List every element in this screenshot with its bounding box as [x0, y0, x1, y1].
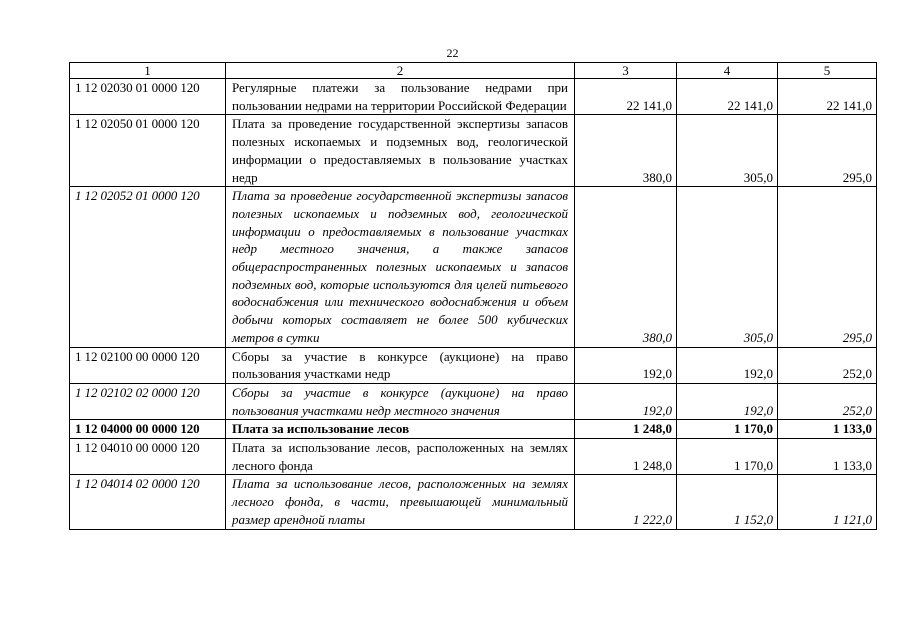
budget-code-cell: 1 12 02030 01 0000 120 — [70, 79, 226, 115]
value-cell-col3: 22 141,0 — [575, 79, 677, 115]
value-cell-col4: 192,0 — [677, 347, 778, 383]
table-header-row — [70, 63, 877, 79]
table-row — [70, 383, 877, 419]
revenue-name-cell: Плата за проведение государственной экспертизы запасов полезных ископаемых и подземных вод, геологической информации о предоставляемых в пользование участках недр местного значения, а также запасов общераспространенных полезных ископаемых и запасов подземных вод, которые используются для целей питьевого водоснабжения или технического водоснабжения и объем добычи которых составляет не более 500 кубических метров в сутки — [226, 187, 575, 347]
value-cell-col3: 192,0 — [575, 383, 677, 419]
column-header-1: 1 — [70, 63, 226, 79]
value-cell-col4: 1 170,0 — [677, 439, 778, 475]
budget-code-cell: 1 12 04000 00 0000 120 — [70, 420, 226, 439]
budget-code-cell: 1 12 04014 02 0000 120 — [70, 475, 226, 529]
table-row — [70, 115, 877, 187]
budget-code-cell: 1 12 02050 01 0000 120 — [70, 115, 226, 187]
table-row — [70, 439, 877, 475]
column-header-3: 3 — [575, 63, 677, 79]
value-cell-col3: 380,0 — [575, 115, 677, 187]
revenue-name-cell: Плата за использование лесов, расположенных на землях лесного фонда — [226, 439, 575, 475]
budget-revenue-table — [69, 62, 877, 530]
revenue-name-cell: Регулярные платежи за пользование недрами при пользовании недрами на территории Российской Федерации — [226, 79, 575, 115]
value-cell-col4: 22 141,0 — [677, 79, 778, 115]
column-header-2: 2 — [226, 63, 575, 79]
value-cell-col4: 1 170,0 — [677, 420, 778, 439]
budget-code-cell: 1 12 04010 00 0000 120 — [70, 439, 226, 475]
revenue-name-cell: Сборы за участие в конкурсе (аукционе) на право пользования участками недр — [226, 347, 575, 383]
value-cell-col5: 295,0 — [778, 187, 877, 347]
budget-code-cell: 1 12 02100 00 0000 120 — [70, 347, 226, 383]
value-cell-col5: 295,0 — [778, 115, 877, 187]
table-row — [70, 475, 877, 529]
value-cell-col4: 305,0 — [677, 187, 778, 347]
value-cell-col3: 192,0 — [575, 347, 677, 383]
value-cell-col3: 1 248,0 — [575, 439, 677, 475]
value-cell-col5: 1 133,0 — [778, 439, 877, 475]
value-cell-col5: 252,0 — [778, 383, 877, 419]
value-cell-col5: 1 121,0 — [778, 475, 877, 529]
budget-code-cell: 1 12 02052 01 0000 120 — [70, 187, 226, 347]
table-row — [70, 420, 877, 439]
table-row — [70, 347, 877, 383]
budget-code-cell: 1 12 02102 02 0000 120 — [70, 383, 226, 419]
table-row — [70, 79, 877, 115]
value-cell-col3: 1 248,0 — [575, 420, 677, 439]
column-header-4: 4 — [677, 63, 778, 79]
value-cell-col3: 380,0 — [575, 187, 677, 347]
value-cell-col3: 1 222,0 — [575, 475, 677, 529]
column-header-5: 5 — [778, 63, 877, 79]
revenue-name-cell: Сборы за участие в конкурсе (аукционе) на право пользования участками недр местного значения — [226, 383, 575, 419]
value-cell-col4: 192,0 — [677, 383, 778, 419]
value-cell-col5: 22 141,0 — [778, 79, 877, 115]
revenue-name-cell: Плата за использование лесов, расположенных на землях лесного фонда, в части, превышающей минимальный размер арендной платы — [226, 475, 575, 529]
revenue-name-cell: Плата за использование лесов — [226, 420, 575, 439]
table-row — [70, 187, 877, 347]
revenue-name-cell: Плата за проведение государственной экспертизы запасов полезных ископаемых и подземных вод, геологической информации о предоставляемых в пользование участках недр — [226, 115, 575, 187]
value-cell-col5: 252,0 — [778, 347, 877, 383]
value-cell-col4: 1 152,0 — [677, 475, 778, 529]
value-cell-col5: 1 133,0 — [778, 420, 877, 439]
value-cell-col4: 305,0 — [677, 115, 778, 187]
page-number: 22 — [446, 46, 459, 60]
